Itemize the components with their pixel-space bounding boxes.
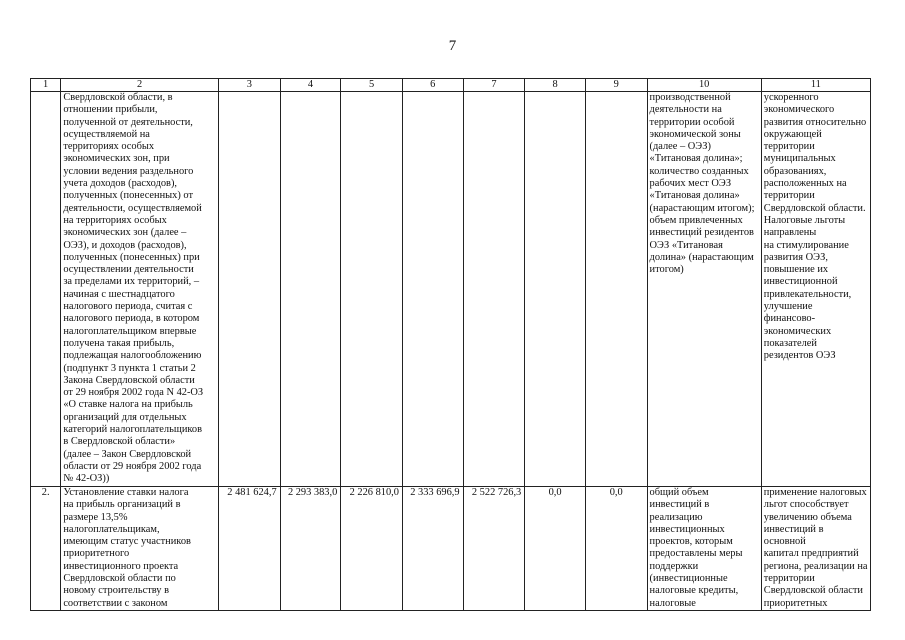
value-cell <box>525 92 586 487</box>
indicator-text: производственной деятельности на территории особой экономической зоны (далее – ОЭЗ) «Титановая долина»; количество созданных рабочих мест ОЭЗ «Титановая долина» (нарастающим итогом); объем привлеченных инвестиций резидентов ОЭЗ «Титановая долина» (нарастающим итогом) <box>649 92 755 276</box>
row-number-cell: 2. <box>31 487 61 611</box>
measure-description: Установление ставки налога на прибыль организаций в размере 13,5% налогоплательщикам, имеющим статус участников приоритетного инвестиционного проекта Свердловской области по новому строительству в соответствии с законом <box>63 487 191 609</box>
value-cell <box>219 92 281 487</box>
data-table <box>30 78 871 611</box>
value-cell: 0,0 <box>585 487 647 611</box>
value-cell: 2 522 726,3 <box>463 487 525 611</box>
column-header: 2 <box>61 79 219 92</box>
value-cell: 2 481 624,7 <box>219 487 281 611</box>
value-cell <box>463 92 525 487</box>
column-header: 6 <box>402 79 463 92</box>
table-row <box>31 487 871 611</box>
table-header-row <box>31 79 871 92</box>
column-header: 11 <box>761 79 870 92</box>
rationale-cell <box>761 92 870 487</box>
table-row <box>31 92 871 487</box>
page-number: 7 <box>448 38 457 54</box>
value-cell: 2 333 696,9 <box>402 487 463 611</box>
column-header: 3 <box>219 79 281 92</box>
value-cell <box>280 92 341 487</box>
rationale-text: применение налоговых льгот способствует увеличению объема инвестиций в основной капитал предприятий региона, реализации на территории Свердловской области приоритетных <box>763 487 868 609</box>
value-cell <box>341 92 403 487</box>
value-cell <box>402 92 463 487</box>
column-header: 10 <box>647 79 761 92</box>
row-number-cell <box>31 92 61 487</box>
indicator-cell <box>647 92 761 487</box>
indicator-text: общий объем инвестиций в реализацию инвестиционных проектов, которым предоставлены меры поддержки (инвестиционные налоговые кредиты, налоговые <box>649 487 743 609</box>
column-header: 8 <box>525 79 586 92</box>
rationale-text: ускоренного экономического развития относительно окружающей территории муниципальных образованиях, расположенных на территории Свердловской области. Налоговые льготы направлены на стимулирование развития ОЭЗ, повышение их инвестиционной привлекательности, улучшение финансово- экономических показателей резидентов ОЭЗ <box>763 92 867 362</box>
column-header: 5 <box>341 79 403 92</box>
column-header: 9 <box>585 79 647 92</box>
indicator-cell <box>647 487 761 611</box>
rationale-cell <box>761 487 870 611</box>
value-cell: 2 226 810,0 <box>341 487 403 611</box>
measure-description-cell <box>61 487 219 611</box>
column-header: 1 <box>31 79 61 92</box>
value-cell <box>585 92 647 487</box>
value-cell: 2 293 383,0 <box>280 487 341 611</box>
measure-description-cell <box>61 92 219 487</box>
column-header: 7 <box>463 79 525 92</box>
value-cell: 0,0 <box>525 487 586 611</box>
measure-description: Свердловской области, в отношении прибыли, полученной от деятельности, осуществляемой на территориях особых экономических зон, при условии ведения раздельного учета доходов (расходов), полученных (понесенных) от деятельности, осуществляемой на территориях особых экономических зон (далее – ОЭЗ), и доходов (расходов), полученных (понесенных) при осуществлении деятельности за пределами их территорий, – начиная с шестнадцатого налогового периода, считая с налогового периода, в котором налогоплательщиком впервые получена такая прибыль, подлежащая налогообложению (подпункт 3 пункта 1 статьи 2 Закона Свердловской области от 29 ноября 2002 года N 42-ОЗ «О ставке налога на прибыль организаций для отдельных категорий налогоплательщиков в Свердловской области» (далее – Закон Свердловской области от 29 ноября 2002 года № 42-ОЗ)) <box>63 92 204 485</box>
column-header: 4 <box>280 79 341 92</box>
